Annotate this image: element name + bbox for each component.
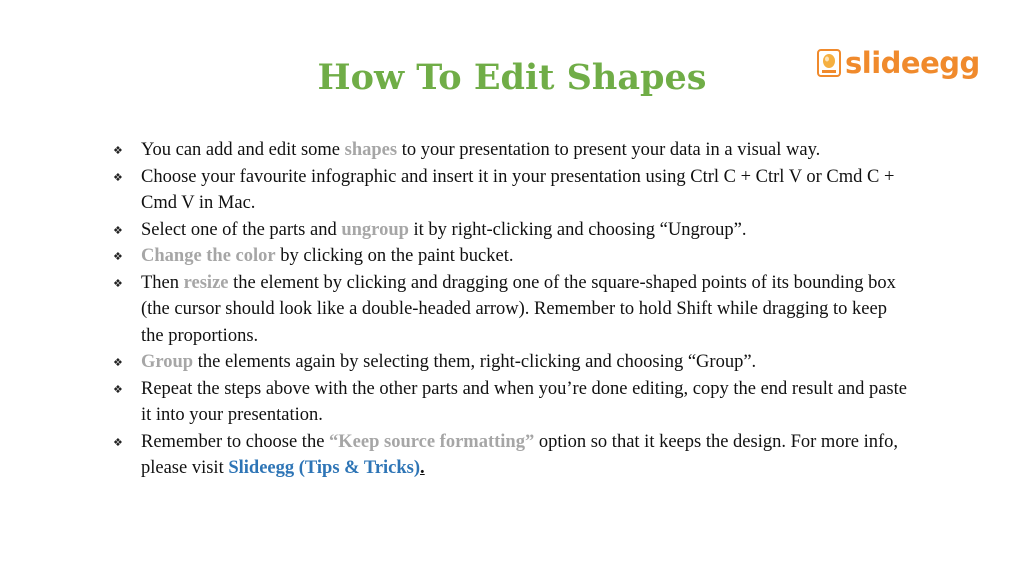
highlight-text: shapes [344, 140, 398, 160]
diamond-bullet-icon: ❖ [113, 382, 123, 396]
slide-title: How To Edit Shapes [317, 57, 707, 98]
item-text: the elements again by selecting them, right-clicking and choosing “Group”. [193, 352, 757, 372]
list-item [113, 243, 913, 270]
slideegg-logo[interactable] [817, 47, 980, 79]
item-text: option so that it keeps the design. For more info, please visit [141, 431, 898, 478]
highlight-text: resize [183, 272, 229, 293]
diamond-bullet-icon: ❖ [113, 276, 123, 290]
list-item [113, 137, 913, 164]
highlight-text: “Keep source formatting” [329, 431, 535, 452]
item-text: Remember to choose the [141, 431, 330, 452]
highlight-text: Change the color [141, 246, 276, 266]
list-item [113, 349, 913, 376]
list-item [113, 376, 913, 429]
link-period: . [420, 458, 425, 478]
list-item [113, 270, 913, 350]
diamond-bullet-icon: ❖ [113, 356, 123, 369]
list-item [113, 164, 913, 217]
highlight-text: Group [141, 352, 194, 372]
item-text: You can add and edit some [141, 140, 345, 160]
item-text: Choose your favourite infographic and insert it in your presentation using Ctrl C + Ctrl V or Cmd C + Cmd V in Mac. [141, 166, 895, 213]
item-text: Then [141, 272, 184, 293]
list-item [113, 429, 913, 482]
item-text: Select one of the parts and [141, 219, 342, 240]
highlight-text: ungroup [341, 219, 409, 240]
list-item [113, 217, 913, 244]
diamond-bullet-icon: ❖ [113, 435, 123, 449]
diamond-bullet-icon: ❖ [113, 170, 123, 184]
diamond-bullet-icon: ❖ [113, 144, 123, 157]
item-text: the element by clicking and dragging one of the square-shaped points of its bounding box (the cursor should look like a double-headed arrow). Remember to hold Shift while dragging to keep the proportions. [141, 272, 896, 346]
instruction-list [113, 137, 913, 482]
diamond-bullet-icon: ❖ [113, 223, 123, 237]
logo-wordmark: slideegg [845, 46, 980, 80]
item-text: Repeat the steps above with the other parts and when you’re done editing, copy the end result and paste it into your presentation. [141, 378, 907, 425]
diamond-bullet-icon: ❖ [113, 250, 123, 263]
item-text: by clicking on the paint bucket. [275, 246, 514, 266]
item-text: it by right-clicking and choosing “Ungroup”. [408, 219, 747, 240]
item-text: to your presentation to present your data in a visual way. [397, 140, 821, 160]
slideegg-tips-link[interactable]: Slideegg (Tips & Tricks) [228, 458, 421, 478]
egg-logo-icon [817, 49, 841, 77]
